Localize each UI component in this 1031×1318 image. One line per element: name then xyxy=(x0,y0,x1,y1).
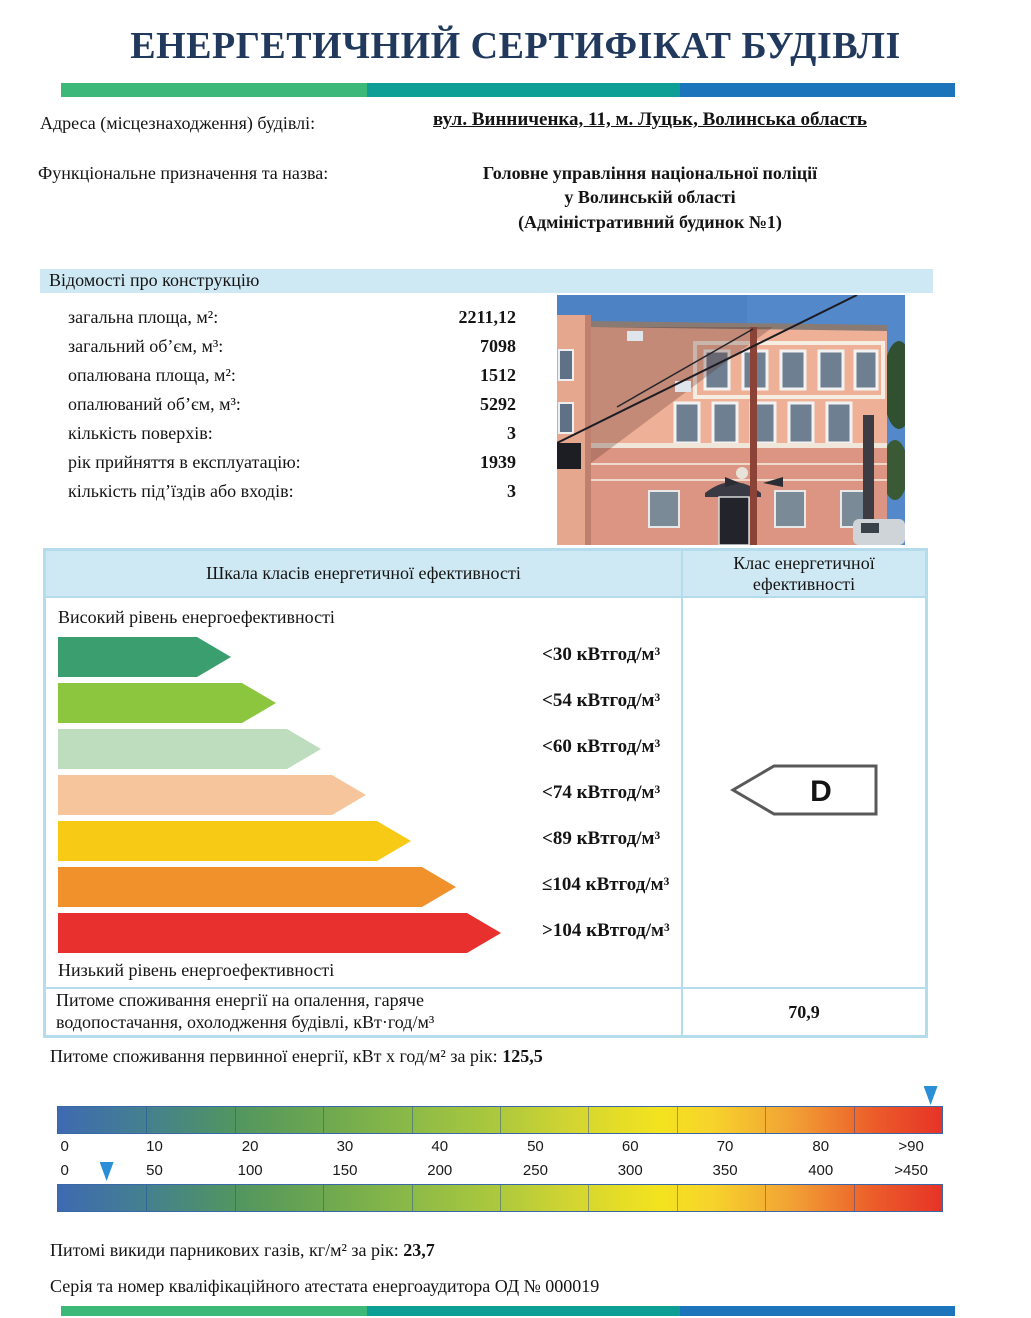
class-threshold: <60 кВтгод/м³ xyxy=(542,736,661,757)
emissions-line xyxy=(50,1240,435,1261)
class-letter: A xyxy=(616,641,637,673)
construction-value: 1512 xyxy=(480,365,516,385)
tick-label: 50 xyxy=(527,1138,544,1155)
energy-scales xyxy=(57,1086,943,1212)
construction-row xyxy=(68,361,516,390)
class-scale-cell xyxy=(46,598,683,987)
class-row-a xyxy=(58,637,681,677)
purpose-label: Функціональне призначення та назва: xyxy=(38,163,329,183)
construction-label: кількість поверхів: xyxy=(68,423,213,443)
tick-label: 30 xyxy=(336,1138,354,1155)
tick-label: >90 xyxy=(898,1138,924,1155)
purpose-line: Головне управління національної поліції xyxy=(482,163,818,183)
tick-label: 400 xyxy=(808,1162,834,1179)
class-letter: C xyxy=(616,733,637,765)
construction-label: опалювана площа, м²: xyxy=(68,365,236,385)
current-class-cell xyxy=(683,598,925,987)
construction-row xyxy=(68,448,516,477)
construction-value: 5292 xyxy=(480,394,516,414)
scale-1-ticks xyxy=(57,1138,943,1160)
tick-label: 20 xyxy=(241,1138,259,1155)
class-threshold: <74 кВтгод/м³ xyxy=(542,782,661,803)
construction-value: 1939 xyxy=(480,452,516,472)
scale-2-ticks xyxy=(57,1162,943,1184)
class-header-cell: Клас енергетичної ефективності xyxy=(683,551,925,596)
tick-label: 0 xyxy=(60,1138,69,1155)
low-efficiency-label: Низький рівень енергоефективності xyxy=(58,960,335,980)
current-class-letter: D xyxy=(810,775,832,808)
purpose-value xyxy=(400,161,900,234)
primary-energy-line xyxy=(50,1046,543,1067)
construction-section-header: Відомості про конструкцію xyxy=(40,269,933,293)
construction-value: 7098 xyxy=(480,336,516,356)
accent-segment-green xyxy=(61,83,367,97)
class-row-f xyxy=(58,867,681,907)
accent-segment-teal xyxy=(367,83,680,97)
tick-label: 50 xyxy=(146,1162,163,1179)
class-threshold: <89 кВтгод/м³ xyxy=(542,828,661,849)
scale-marker-primary xyxy=(924,1086,938,1105)
consumption-value-cell: 70,9 xyxy=(788,1001,820,1022)
construction-label: кількість під’їздів або входів: xyxy=(68,481,294,501)
class-threshold: <30 кВтгод/м³ xyxy=(542,644,661,665)
class-rows xyxy=(58,637,681,953)
tick-label: 40 xyxy=(431,1138,449,1155)
construction-value: 3 xyxy=(507,423,516,443)
table-header-row xyxy=(46,551,925,596)
tick-label: 60 xyxy=(621,1138,639,1155)
current-class-arrow xyxy=(729,763,879,817)
construction-label: загальна площа, м²: xyxy=(68,307,219,327)
tick-label: 350 xyxy=(712,1162,738,1179)
footer-accent-bar xyxy=(61,1306,955,1316)
class-letter: B xyxy=(616,687,637,719)
construction-label: опалюваний об’єм, м³: xyxy=(68,394,241,414)
gradient-bar-1 xyxy=(57,1106,943,1134)
tick-label: 70 xyxy=(716,1138,734,1155)
class-row-e xyxy=(58,821,681,861)
class-row-c xyxy=(58,729,681,769)
emissions-label: Питомі викиди парникових газів, кг/м² за рік: xyxy=(50,1240,399,1260)
class-letter: E xyxy=(617,825,637,857)
gradient-bar-2 xyxy=(57,1184,943,1212)
construction-row xyxy=(68,477,516,506)
accent-segment-blue xyxy=(680,83,955,97)
emissions-value: 23,7 xyxy=(403,1240,435,1260)
tick-label: 250 xyxy=(522,1162,548,1179)
construction-row xyxy=(68,332,516,361)
consumption-label-cell xyxy=(46,989,683,1035)
auditor-line: Серія та номер кваліфікаційного атестата енергоаудитора ОД № 000019 xyxy=(50,1276,600,1296)
class-threshold: <54 кВтгод/м³ xyxy=(542,690,661,711)
construction-row xyxy=(68,303,516,332)
construction-list xyxy=(68,303,516,506)
primary-energy-value: 125,5 xyxy=(502,1046,543,1066)
construction-row xyxy=(68,419,516,448)
class-letter: F xyxy=(619,871,637,903)
construction-label: загальний об’єм, м³: xyxy=(68,336,224,356)
high-efficiency-label: Високий рівень енергоефективності xyxy=(58,607,335,627)
address-label: Адреса (місцезнаходження) будівлі: xyxy=(40,113,316,133)
accent-segment-blue xyxy=(680,1306,955,1316)
tick-label: 200 xyxy=(427,1162,453,1179)
tick-label: 300 xyxy=(617,1162,643,1179)
class-threshold: ≤104 кВтгод/м³ xyxy=(542,874,670,895)
construction-row xyxy=(68,390,516,419)
tick-label: 100 xyxy=(237,1162,263,1179)
class-row-d xyxy=(58,775,681,815)
tick-label: 80 xyxy=(812,1138,830,1155)
construction-value: 3 xyxy=(507,481,516,501)
building-photo xyxy=(557,295,905,545)
class-letter: G xyxy=(614,917,637,949)
energy-scale-table xyxy=(43,548,928,1038)
construction-label: рік прийняття в експлуатацію: xyxy=(68,452,301,472)
tick-label: >450 xyxy=(894,1162,928,1179)
tick-label: 0 xyxy=(60,1162,69,1179)
table-footer-row xyxy=(46,989,925,1035)
tick-label: 10 xyxy=(146,1138,163,1155)
consumption-label: Питоме споживання енергії на опалення, гаряче водопостачання, охолодження будівлі, кВт·год/м³ xyxy=(56,990,435,1032)
header-accent-bar xyxy=(61,83,955,97)
address-value: вул. Винниченка, 11, м. Луцьк, Волинська область xyxy=(433,109,867,130)
primary-energy-label: Питоме споживання первинної енергії, кВт х год/м² за рік: xyxy=(50,1046,498,1066)
tick-label: 150 xyxy=(332,1162,358,1179)
class-row-b xyxy=(58,683,681,723)
scale-header-cell: Шкала класів енергетичної ефективності xyxy=(46,551,683,596)
class-row-g xyxy=(58,913,681,953)
purpose-line: у Волинській області xyxy=(564,187,736,208)
table-body-row xyxy=(46,596,925,989)
accent-segment-teal xyxy=(367,1306,680,1316)
construction-value: 2211,12 xyxy=(458,307,516,327)
class-threshold: >104 кВтгод/м³ xyxy=(542,920,670,941)
purpose-line: (Адміністративний будинок №1) xyxy=(518,211,782,232)
accent-segment-green xyxy=(61,1306,367,1316)
class-letter: D xyxy=(616,779,637,811)
page-title: ЕНЕРГЕТИЧНИЙ СЕРТИФІКАТ БУДІВЛІ xyxy=(130,25,901,67)
